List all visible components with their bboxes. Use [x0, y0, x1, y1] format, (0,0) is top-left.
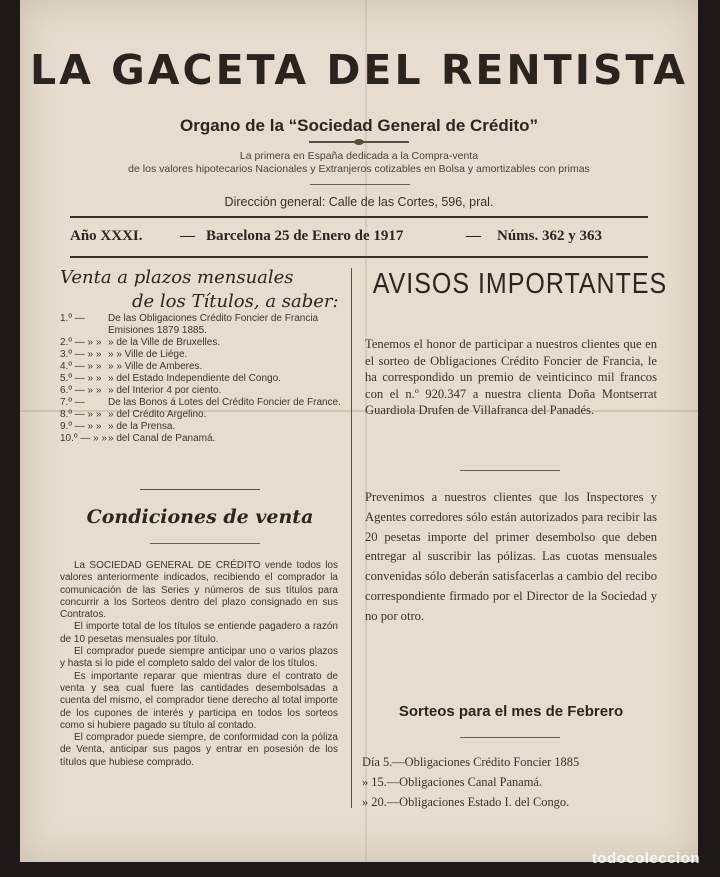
paragraph: El comprador puede siempre, de conformidad con la póliza de Venta, anticipar sus pagos y entrar en posesión de los títulos que hubiese comprado.	[60, 732, 338, 768]
list-item	[60, 397, 352, 409]
divider	[310, 184, 410, 185]
item-text: » » Ville de Amberes.	[108, 361, 203, 372]
list-item	[60, 373, 352, 385]
sorteos-title: Sorteos para el mes de Febrero	[398, 703, 624, 720]
divider	[140, 489, 260, 490]
list-item: » 15.—Obligaciones Canal Panamá.	[362, 775, 542, 789]
item-text: » del Crédito Argelino.	[108, 409, 207, 420]
item-number: 7.º —	[60, 397, 85, 408]
dash: —	[180, 228, 195, 244]
ornament-divider	[309, 141, 409, 143]
item-number: 4.º — » »	[60, 361, 102, 372]
item-number: 3.º — » »	[60, 349, 102, 360]
paragraph: Es importante reparar que mientras dure el contrato de venta y sea cual fuere las cantidades desembolsadas a cuenta del mismo, el comprador tiene derecho al total importe de los cupones de interés y participa en todos los sorteos como si hubiere pagado su título al contado.	[60, 670, 338, 731]
dateline-numbers: Núms. 362 y 363	[497, 228, 603, 244]
item-text: De las Bonos á Lotes del Crédito Foncier de France.	[108, 397, 341, 408]
watermark-logo: todocoleccion	[591, 850, 700, 867]
item-number: 2.º — » »	[60, 337, 102, 348]
item-text: » de la Prensa.	[108, 421, 176, 432]
item-number: 9.º — » »	[60, 421, 102, 432]
list-item: » 20.—Obligaciones Estado I. del Congo.	[362, 795, 570, 809]
item-text: » del Estado Independiente del Congo.	[108, 373, 281, 384]
masthead-title: LA GACETA DEL RENTISTA	[30, 46, 688, 94]
direction: Dirección general: Calle de las Cortes, 596, pral.	[224, 195, 494, 209]
avisos-title: AVISOS IMPORTANTES	[372, 267, 668, 301]
item-text: » » Ville de Liége.	[108, 349, 188, 360]
paragraph: La SOCIEDAD GENERAL DE CRÉDITO vende todos los valores anteriormente indicados, recibiendo el comprador la comunicación de las Series y números de sus títulos para concurrir a los Sorteos dentro del plazo consignado en sus Contratos.	[60, 560, 338, 621]
dateline	[70, 228, 648, 250]
item-number: 8.º — » »	[60, 409, 102, 420]
item-number: 1.º —	[60, 313, 85, 324]
list-item	[60, 421, 352, 433]
paragraph: El importe total de los títulos se entiende pagadero a razón de 10 pesetas mensuales por título.	[60, 621, 338, 645]
list-item	[60, 349, 352, 361]
ventas-title	[60, 266, 350, 314]
list-item	[60, 409, 352, 421]
list-item: Día 5.—Obligaciones Crédito Foncier 1885	[362, 755, 580, 769]
condiciones-text	[60, 560, 338, 769]
item-number: 6.º — » »	[60, 385, 102, 396]
description-line: de los valores hipotecarios Nacionales y Extranjeros cotizables en Bolsa y amortizables con primas	[128, 163, 590, 175]
rule-bottom	[70, 256, 648, 258]
item-number: 5.º — » »	[60, 373, 102, 384]
avisos-paragraph: Tenemos el honor de participar a nuestros clientes que en el sorteo de Obligaciones Crédito Foncier de Francia, le ha correspondido un premio de veinticinco mil francos con el n.º 920.347 a nuestra clienta Doña Montserrat Guardiola Drufen de Villafranca del Panadés.	[365, 337, 657, 418]
list-item	[60, 361, 352, 373]
ventas-title-line: Venta a plazos mensuales	[60, 267, 294, 288]
list-item	[60, 313, 352, 337]
newspaper-page	[20, 0, 698, 862]
description-line: La primera en España dedicada a la Compra-venta	[239, 150, 479, 162]
avisos-paragraph: Prevenimos a nuestros clientes que los Inspectores y Agentes corredores sólo están autorizados para recibir las 20 pesetas importe del primer desembolso que deben entregar al suscribir las pólizas. Las cuotas mensuales convenidas sólo deberán satisfacerlas a cambio del recibo correspondiente firmado por el Director de la Sociedad y no por otro.	[365, 490, 657, 623]
paragraph: El comprador puede siempre anticipar uno o varios plazos y hasta si lo pide el completo saldo del valor de los títulos.	[60, 646, 338, 670]
list-item	[60, 433, 352, 445]
item-text: » del Canal de Panamá.	[108, 433, 216, 444]
list-item	[60, 385, 352, 397]
ventas-list	[60, 313, 352, 445]
sorteos-list	[362, 752, 662, 812]
dateline-year: Año XXXI.	[70, 228, 143, 244]
ventas-title-line: de los Títulos, a saber:	[132, 291, 339, 312]
rule-top	[70, 216, 648, 218]
description	[20, 150, 698, 176]
subhead: Organo de la “Sociedad General de Crédito”	[179, 116, 539, 135]
dash: —	[466, 228, 481, 244]
divider	[460, 470, 560, 471]
item-text: » del Interior 4 por ciento.	[108, 385, 222, 396]
item-text: De las Obligaciones Crédito Foncier de Francia Emisiones 1879 1885.	[108, 313, 319, 336]
condiciones-title: Condiciones de venta	[86, 506, 314, 528]
divider	[460, 737, 560, 738]
dateline-city-date: Barcelona 25 de Enero de 1917	[206, 228, 404, 244]
item-number: 10.º — » »	[60, 433, 108, 444]
item-text: » de la Ville de Bruxelles.	[108, 337, 221, 348]
list-item	[60, 337, 352, 349]
divider	[150, 543, 260, 544]
